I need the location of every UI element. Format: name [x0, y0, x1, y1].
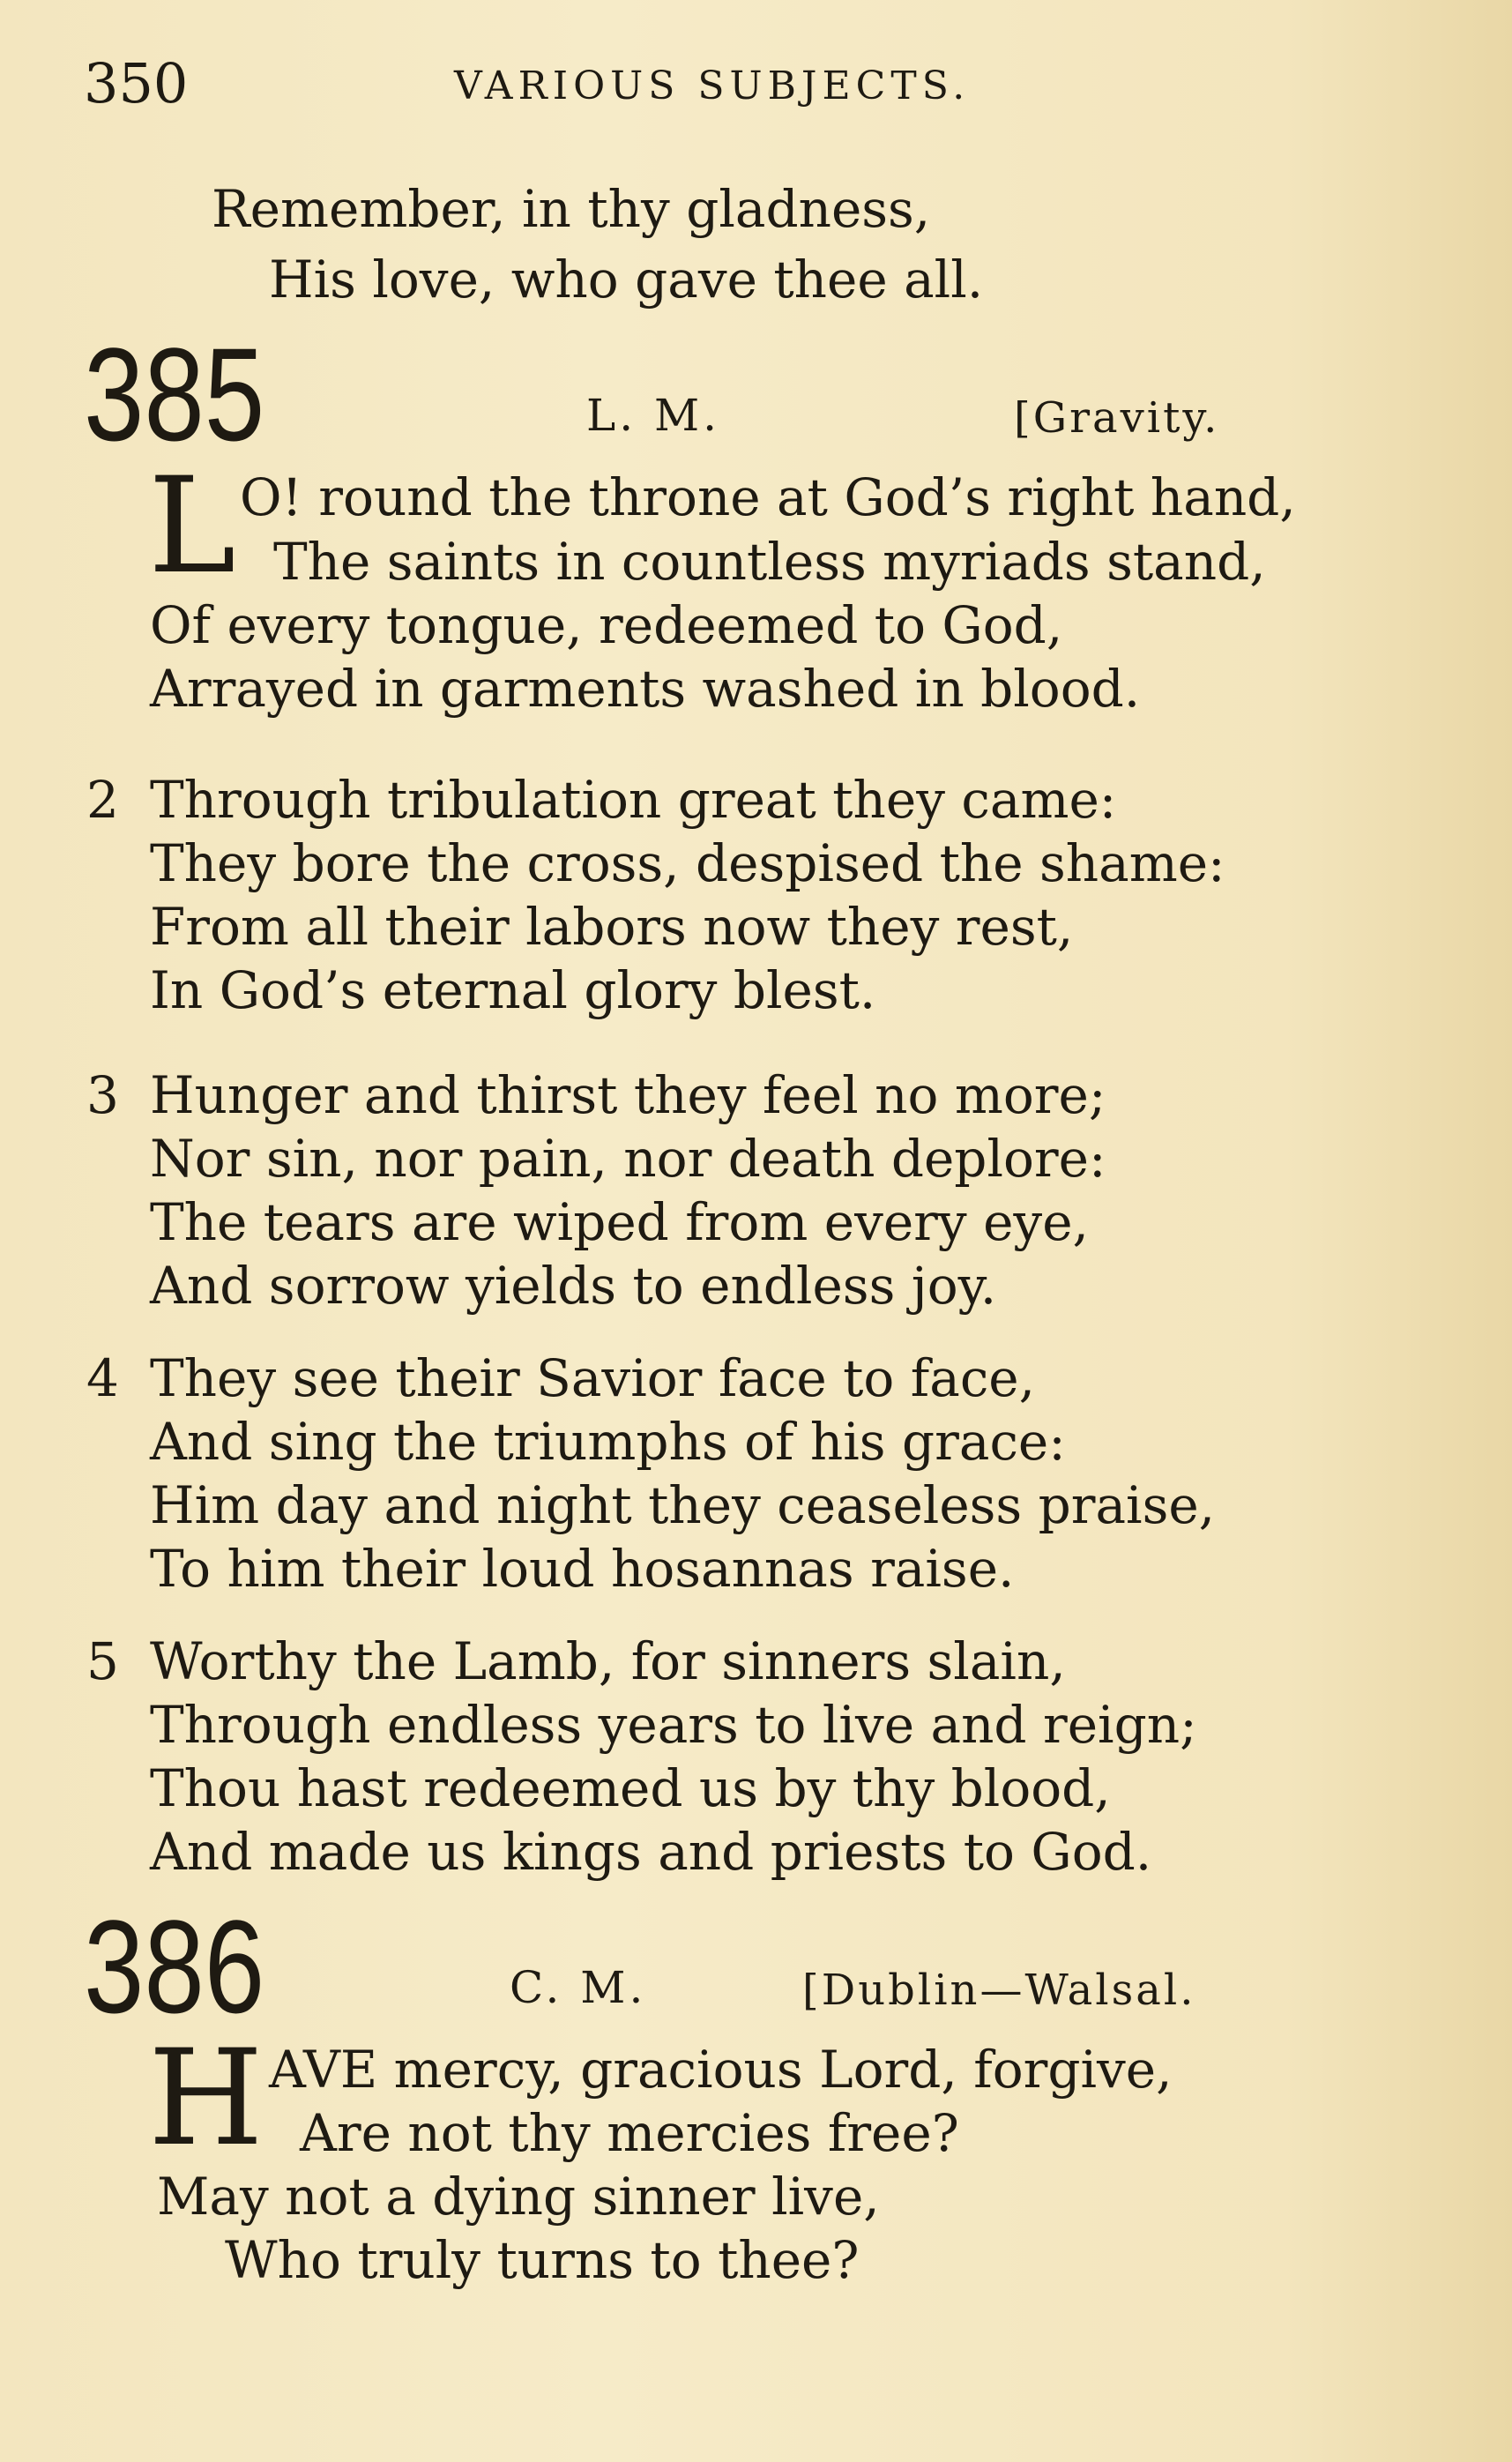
carryover-line-2: His love, who gave thee all. [269, 250, 984, 310]
hymn-386-line-1: AVE mercy, gracious Lord, forgive, [269, 2040, 1173, 2100]
stanza-line: Nor sin, nor pain, nor death deplore: [150, 1129, 1106, 1189]
running-title: VARIOUS SUBJECTS. [454, 63, 971, 108]
hymn-385-line-1: O! round the throne at God’s right hand, [240, 467, 1296, 527]
hymn-386-tune: [Dublin—Walsal. [802, 1966, 1196, 2015]
stanza-line: Him day and night they ceaseless praise, [150, 1475, 1216, 1535]
hymn-386-number: 386 [84, 1892, 265, 2040]
page-number: 350 [84, 51, 189, 116]
stanza-line: They see their Savior face to face, [150, 1348, 1036, 1408]
carryover-line-1: Remember, in thy gladness, [212, 179, 931, 239]
hymn-385-line-4: Arrayed in garments washed in blood. [150, 659, 1141, 719]
stanza-line: To him their loud hosannas raise. [150, 1539, 1015, 1599]
stanza-line: And sing the triumphs of his grace: [150, 1412, 1066, 1472]
hymn-386-line-4: Who truly turns to thee? [225, 2230, 860, 2290]
hymn-385-line-3: Of every tongue, redeemed to God, [150, 595, 1063, 655]
stanza-line: Through endless years to live and reign; [150, 1695, 1197, 1755]
hymn-385-number: 385 [84, 320, 265, 468]
hymn-385-meter: L. M. [586, 390, 721, 441]
hymn-385-line-2: The saints in countless myriads stand, [273, 532, 1266, 592]
stanza-line: The tears are wiped from every eye, [150, 1192, 1089, 1252]
stanza-line: Thou hast redeemed us by thy blood, [150, 1758, 1111, 1818]
hymn-385-drop-cap: L [148, 450, 236, 603]
stanza-number: 3 [86, 1065, 119, 1125]
hymn-386-drop-cap: H [148, 2022, 264, 2175]
stanza-number: 4 [86, 1348, 119, 1408]
stanza-line: Hunger and thirst they feel no more; [150, 1065, 1106, 1125]
stanza-line: Through tribulation great they came: [150, 770, 1117, 830]
hymn-386-line-3: May not a dying sinner live, [157, 2167, 880, 2227]
hymn-385-tune: [Gravity. [1014, 393, 1220, 443]
hymn-386-line-2: Are not thy mercies free? [300, 2103, 959, 2163]
stanza-line: Worthy the Lamb, for sinners slain, [150, 1631, 1066, 1691]
stanza-number: 2 [86, 770, 119, 830]
stanza-line: And made us kings and priests to God. [150, 1822, 1152, 1882]
page-header [84, 51, 1318, 122]
stanza-line: And sorrow yields to endless joy. [150, 1256, 997, 1316]
hymn-386-meter: C. M. [510, 1962, 647, 2013]
stanza-line: From all their labors now they rest, [150, 897, 1074, 957]
stanza-line: They bore the cross, despised the shame: [150, 833, 1225, 893]
stanza-number: 5 [86, 1631, 119, 1691]
stanza-line: In God’s eternal glory blest. [150, 960, 876, 1020]
